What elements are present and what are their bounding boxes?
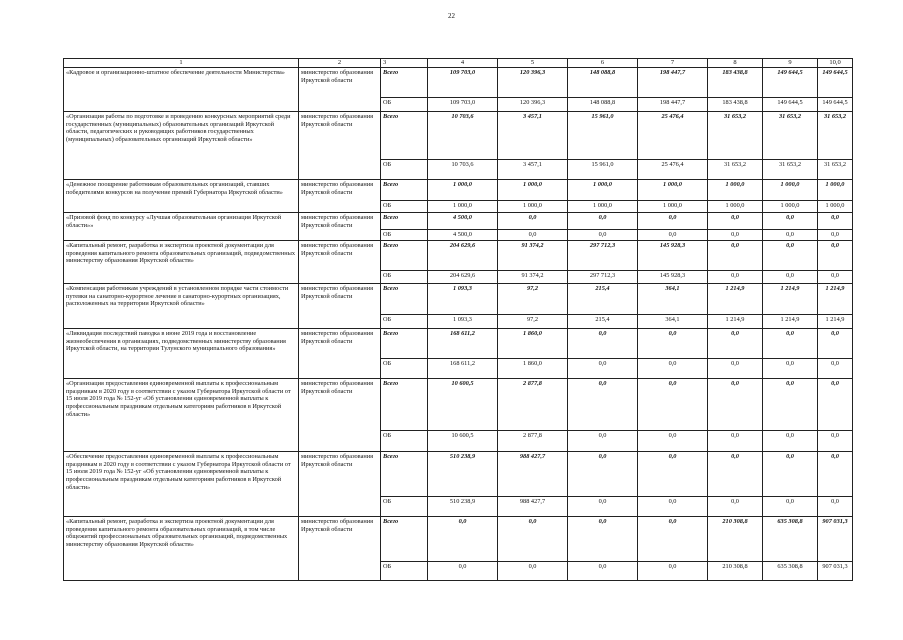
ob-value-cell: 145 928,3 — [638, 270, 708, 283]
funding-total-label: Всего — [381, 240, 428, 270]
funding-ob-label: ОБ — [381, 430, 428, 451]
total-value-cell: 215,4 — [568, 283, 638, 314]
page-number: 22 — [448, 12, 455, 20]
ob-value-cell: 0,0 — [498, 229, 568, 240]
table-row — [64, 179, 853, 200]
activity-name-cell: «Ликвидация последствий паводка в июне 2019 года и восстановление жизнеобеспечения в организациях, подведомственных министерству образования Иркутской области, на территории Тулунского муниципального образования» — [64, 328, 299, 378]
executor-cell: министерство образования Иркутской области — [299, 451, 381, 516]
table-row — [64, 212, 853, 229]
ob-value-cell: 148 088,8 — [568, 97, 638, 111]
ob-value-cell: 0,0 — [638, 496, 708, 516]
column-number: 6 — [568, 59, 638, 68]
funding-ob-label: ОБ — [381, 496, 428, 516]
ob-value-cell: 0,0 — [763, 270, 818, 283]
total-value-cell: 145 928,3 — [638, 240, 708, 270]
total-value-cell: 1 000,0 — [568, 179, 638, 200]
ob-value-cell: 0,0 — [638, 561, 708, 580]
ob-value-cell: 31 653,2 — [708, 159, 763, 179]
total-value-cell: 109 703,0 — [428, 67, 498, 97]
total-value-cell: 988 427,7 — [498, 451, 568, 496]
executor-cell: министерство образования Иркутской области — [299, 67, 381, 111]
total-value-cell: 31 653,2 — [818, 111, 853, 159]
funding-total-label: Всего — [381, 111, 428, 159]
ob-value-cell: 1 000,0 — [708, 200, 763, 212]
column-number: 7 — [638, 59, 708, 68]
ob-value-cell: 0,0 — [763, 229, 818, 240]
total-value-cell: 15 961,0 — [568, 111, 638, 159]
executor-cell: министерство образования Иркутской области — [299, 240, 381, 283]
table-row — [64, 378, 853, 430]
ob-value-cell: 1 000,0 — [818, 200, 853, 212]
total-value-cell: 149 644,5 — [763, 67, 818, 97]
total-value-cell: 25 476,4 — [638, 111, 708, 159]
funding-total-label: Всего — [381, 451, 428, 496]
ob-value-cell: 0,0 — [568, 496, 638, 516]
total-value-cell: 0,0 — [763, 240, 818, 270]
ob-value-cell: 0,0 — [708, 229, 763, 240]
total-value-cell: 0,0 — [763, 328, 818, 358]
ob-value-cell: 907 031,3 — [818, 561, 853, 580]
ob-value-cell: 0,0 — [818, 229, 853, 240]
ob-value-cell: 988 427,7 — [498, 496, 568, 516]
total-value-cell: 0,0 — [638, 212, 708, 229]
total-value-cell: 31 653,2 — [708, 111, 763, 159]
total-value-cell: 0,0 — [818, 378, 853, 430]
total-value-cell: 2 877,8 — [498, 378, 568, 430]
total-value-cell: 0,0 — [568, 451, 638, 496]
total-value-cell: 0,0 — [568, 212, 638, 229]
total-value-cell: 0,0 — [818, 328, 853, 358]
column-number: 9 — [763, 59, 818, 68]
funding-total-label: Всего — [381, 378, 428, 430]
total-value-cell: 0,0 — [568, 378, 638, 430]
ob-value-cell: 0,0 — [638, 229, 708, 240]
ob-value-cell: 198 447,7 — [638, 97, 708, 111]
total-value-cell: 635 308,8 — [763, 516, 818, 561]
ob-value-cell: 0,0 — [763, 430, 818, 451]
total-value-cell: 0,0 — [763, 378, 818, 430]
total-value-cell: 1 000,0 — [818, 179, 853, 200]
ob-value-cell: 510 238,9 — [428, 496, 498, 516]
total-value-cell: 0,0 — [638, 516, 708, 561]
column-number: 2 — [299, 59, 381, 68]
ob-value-cell: 0,0 — [818, 270, 853, 283]
executor-cell: министерство образования Иркутской области — [299, 378, 381, 451]
funding-ob-label: ОБ — [381, 159, 428, 179]
ob-value-cell: 149 644,5 — [818, 97, 853, 111]
column-number: 4 — [428, 59, 498, 68]
ob-value-cell: 183 438,8 — [708, 97, 763, 111]
ob-value-cell: 0,0 — [818, 496, 853, 516]
ob-value-cell: 1 860,0 — [498, 358, 568, 378]
total-value-cell: 0,0 — [818, 212, 853, 229]
total-value-cell: 0,0 — [638, 328, 708, 358]
budget-table — [63, 58, 853, 581]
table-row — [64, 328, 853, 358]
ob-value-cell: 0,0 — [708, 430, 763, 451]
column-number: 8 — [708, 59, 763, 68]
table-row — [64, 67, 853, 97]
ob-value-cell: 0,0 — [568, 561, 638, 580]
column-number: 10,0 — [818, 59, 853, 68]
total-value-cell: 0,0 — [568, 328, 638, 358]
total-value-cell: 1 214,9 — [763, 283, 818, 314]
total-value-cell: 0,0 — [498, 212, 568, 229]
total-value-cell: 31 653,2 — [763, 111, 818, 159]
total-value-cell: 168 611,2 — [428, 328, 498, 358]
total-value-cell: 907 031,3 — [818, 516, 853, 561]
ob-value-cell: 0,0 — [568, 229, 638, 240]
total-value-cell: 210 308,8 — [708, 516, 763, 561]
table-body — [64, 59, 853, 581]
ob-value-cell: 0,0 — [568, 430, 638, 451]
executor-cell: министерство образования Иркутской области — [299, 516, 381, 580]
executor-cell: министерство образования Иркутской области — [299, 328, 381, 378]
ob-value-cell: 1 000,0 — [763, 200, 818, 212]
executor-cell: министерство образования Иркутской области — [299, 111, 381, 179]
ob-value-cell: 0,0 — [818, 430, 853, 451]
funding-ob-label: ОБ — [381, 314, 428, 328]
activity-name-cell: «Обеспечение предоставления единовременной выплаты к профессиональным праздникам в 2020 году в соответствии с указом Губернатора Иркутской области от 15 июля 2019 года № 152-уг «Об установлении единовременной выплаты к профессиональным праздникам отдельным категориям работников в Иркутской области» — [64, 451, 299, 516]
total-value-cell: 0,0 — [568, 516, 638, 561]
total-value-cell: 0,0 — [708, 451, 763, 496]
total-value-cell: 120 396,3 — [498, 67, 568, 97]
executor-cell: министерство образования Иркутской области — [299, 283, 381, 328]
total-value-cell: 1 000,0 — [428, 179, 498, 200]
total-value-cell: 1 000,0 — [498, 179, 568, 200]
ob-value-cell: 10 600,5 — [428, 430, 498, 451]
ob-value-cell: 168 611,2 — [428, 358, 498, 378]
ob-value-cell: 109 703,0 — [428, 97, 498, 111]
table-row — [64, 111, 853, 159]
ob-value-cell: 204 629,6 — [428, 270, 498, 283]
total-value-cell: 1 000,0 — [708, 179, 763, 200]
ob-value-cell: 0,0 — [638, 358, 708, 378]
funding-total-label: Всего — [381, 516, 428, 561]
total-value-cell: 0,0 — [763, 212, 818, 229]
ob-value-cell: 364,1 — [638, 314, 708, 328]
total-value-cell: 297 712,3 — [568, 240, 638, 270]
total-value-cell: 0,0 — [428, 516, 498, 561]
ob-value-cell: 0,0 — [708, 496, 763, 516]
ob-value-cell: 1 093,3 — [428, 314, 498, 328]
table-row — [64, 516, 853, 561]
total-value-cell: 4 500,0 — [428, 212, 498, 229]
column-number-row — [64, 59, 853, 68]
total-value-cell: 1 214,9 — [708, 283, 763, 314]
ob-value-cell: 91 374,2 — [498, 270, 568, 283]
ob-value-cell: 120 396,3 — [498, 97, 568, 111]
funding-total-label: Всего — [381, 212, 428, 229]
activity-name-cell: «Организация предоставления единовременной выплаты к профессиональным праздникам в 2020 году в соответствии с указом Губернатора Иркутской области от 15 июля 2019 года № 152-уг «Об установлении единовременной выплаты к профессиональным праздникам отдельным категориям работников в Иркутской области» — [64, 378, 299, 451]
ob-value-cell: 1 000,0 — [428, 200, 498, 212]
ob-value-cell: 297 712,3 — [568, 270, 638, 283]
ob-value-cell: 10 703,6 — [428, 159, 498, 179]
ob-value-cell: 1 214,9 — [708, 314, 763, 328]
total-value-cell: 1 093,3 — [428, 283, 498, 314]
column-number: 5 — [498, 59, 568, 68]
total-value-cell: 198 447,7 — [638, 67, 708, 97]
total-value-cell: 364,1 — [638, 283, 708, 314]
funding-ob-label: ОБ — [381, 358, 428, 378]
total-value-cell: 183 438,8 — [708, 67, 763, 97]
total-value-cell: 10 703,6 — [428, 111, 498, 159]
ob-value-cell: 0,0 — [638, 430, 708, 451]
funding-ob-label: ОБ — [381, 270, 428, 283]
ob-value-cell: 4 500,0 — [428, 229, 498, 240]
funding-ob-label: ОБ — [381, 229, 428, 240]
ob-value-cell: 0,0 — [498, 561, 568, 580]
total-value-cell: 91 374,2 — [498, 240, 568, 270]
total-value-cell: 0,0 — [708, 328, 763, 358]
total-value-cell: 1 860,0 — [498, 328, 568, 358]
ob-value-cell: 1 000,0 — [498, 200, 568, 212]
ob-value-cell: 31 653,2 — [763, 159, 818, 179]
activity-name-cell: «Кадровое и организационно-штатное обеспечение деятельности Министерства» — [64, 67, 299, 111]
ob-value-cell: 31 653,2 — [818, 159, 853, 179]
funding-ob-label: ОБ — [381, 97, 428, 111]
total-value-cell: 0,0 — [708, 212, 763, 229]
table-row — [64, 451, 853, 496]
total-value-cell: 0,0 — [818, 451, 853, 496]
total-value-cell: 1 000,0 — [763, 179, 818, 200]
total-value-cell: 0,0 — [638, 451, 708, 496]
funding-ob-label: ОБ — [381, 200, 428, 212]
ob-value-cell: 0,0 — [763, 358, 818, 378]
ob-value-cell: 0,0 — [763, 496, 818, 516]
table-row — [64, 283, 853, 314]
total-value-cell: 148 088,8 — [568, 67, 638, 97]
ob-value-cell: 0,0 — [568, 358, 638, 378]
ob-value-cell: 1 214,9 — [763, 314, 818, 328]
ob-value-cell: 97,2 — [498, 314, 568, 328]
activity-name-cell: «Денежное поощрение работникам образовательных организаций, ставших победителями конкурсов на получение премий Губернатора Иркутской области» — [64, 179, 299, 212]
ob-value-cell: 215,4 — [568, 314, 638, 328]
funding-total-label: Всего — [381, 328, 428, 358]
column-number: 3 — [381, 59, 428, 68]
activity-name-cell: «Призовой фонд по конкурсу «Лучшая образовательная организация Иркутской области»» — [64, 212, 299, 240]
total-value-cell: 0,0 — [708, 240, 763, 270]
total-value-cell: 3 457,1 — [498, 111, 568, 159]
ob-value-cell: 149 644,5 — [763, 97, 818, 111]
total-value-cell: 97,2 — [498, 283, 568, 314]
funding-total-label: Всего — [381, 67, 428, 97]
total-value-cell: 204 629,6 — [428, 240, 498, 270]
total-value-cell: 149 644,5 — [818, 67, 853, 97]
funding-total-label: Всего — [381, 179, 428, 200]
ob-value-cell: 1 000,0 — [638, 200, 708, 212]
total-value-cell: 0,0 — [708, 378, 763, 430]
ob-value-cell: 15 961,0 — [568, 159, 638, 179]
ob-value-cell: 25 476,4 — [638, 159, 708, 179]
ob-value-cell: 635 308,8 — [763, 561, 818, 580]
ob-value-cell: 0,0 — [708, 270, 763, 283]
funding-total-label: Всего — [381, 283, 428, 314]
ob-value-cell: 1 214,9 — [818, 314, 853, 328]
activity-name-cell: «Компенсация работникам учреждений в установленном порядке части стоимости путевки на санаторно-курортное лечение в санаторно-курортных организациях, расположенных на территории Иркутской области» — [64, 283, 299, 328]
ob-value-cell: 0,0 — [708, 358, 763, 378]
total-value-cell: 0,0 — [498, 516, 568, 561]
total-value-cell: 1 000,0 — [638, 179, 708, 200]
total-value-cell: 0,0 — [818, 240, 853, 270]
column-number: 1 — [64, 59, 299, 68]
total-value-cell: 0,0 — [638, 378, 708, 430]
ob-value-cell: 0,0 — [428, 561, 498, 580]
ob-value-cell: 1 000,0 — [568, 200, 638, 212]
total-value-cell: 10 600,5 — [428, 378, 498, 430]
ob-value-cell: 210 308,8 — [708, 561, 763, 580]
ob-value-cell: 2 877,8 — [498, 430, 568, 451]
ob-value-cell: 3 457,1 — [498, 159, 568, 179]
funding-ob-label: ОБ — [381, 561, 428, 580]
total-value-cell: 1 214,9 — [818, 283, 853, 314]
activity-name-cell: «Капитальный ремонт, разработка и экспертиза проектной документации для проведения капитального ремонта образовательных организаций, подведомственных министерству образования Иркутской области» — [64, 240, 299, 283]
table-row — [64, 240, 853, 270]
executor-cell: министерство образования Иркутской области — [299, 212, 381, 240]
ob-value-cell: 0,0 — [818, 358, 853, 378]
total-value-cell: 510 238,9 — [428, 451, 498, 496]
activity-name-cell: «Капитальный ремонт, разработка и экспертиза проектной документации для проведения капитального ремонта образовательных организаций, в том числе общежитий профессиональных образовательных организаций, подведомственных министерству образования Иркутской области» — [64, 516, 299, 580]
total-value-cell: 0,0 — [763, 451, 818, 496]
executor-cell: министерство образования Иркутской области — [299, 179, 381, 212]
activity-name-cell: «Организация работы по подготовке и проведению конкурсных мероприятий среди государственных (муниципальных) образовательных организаций Иркутской области, педагогических и руководящих работников государственных (муниципальных) образовательных организаций Иркутской области» — [64, 111, 299, 179]
